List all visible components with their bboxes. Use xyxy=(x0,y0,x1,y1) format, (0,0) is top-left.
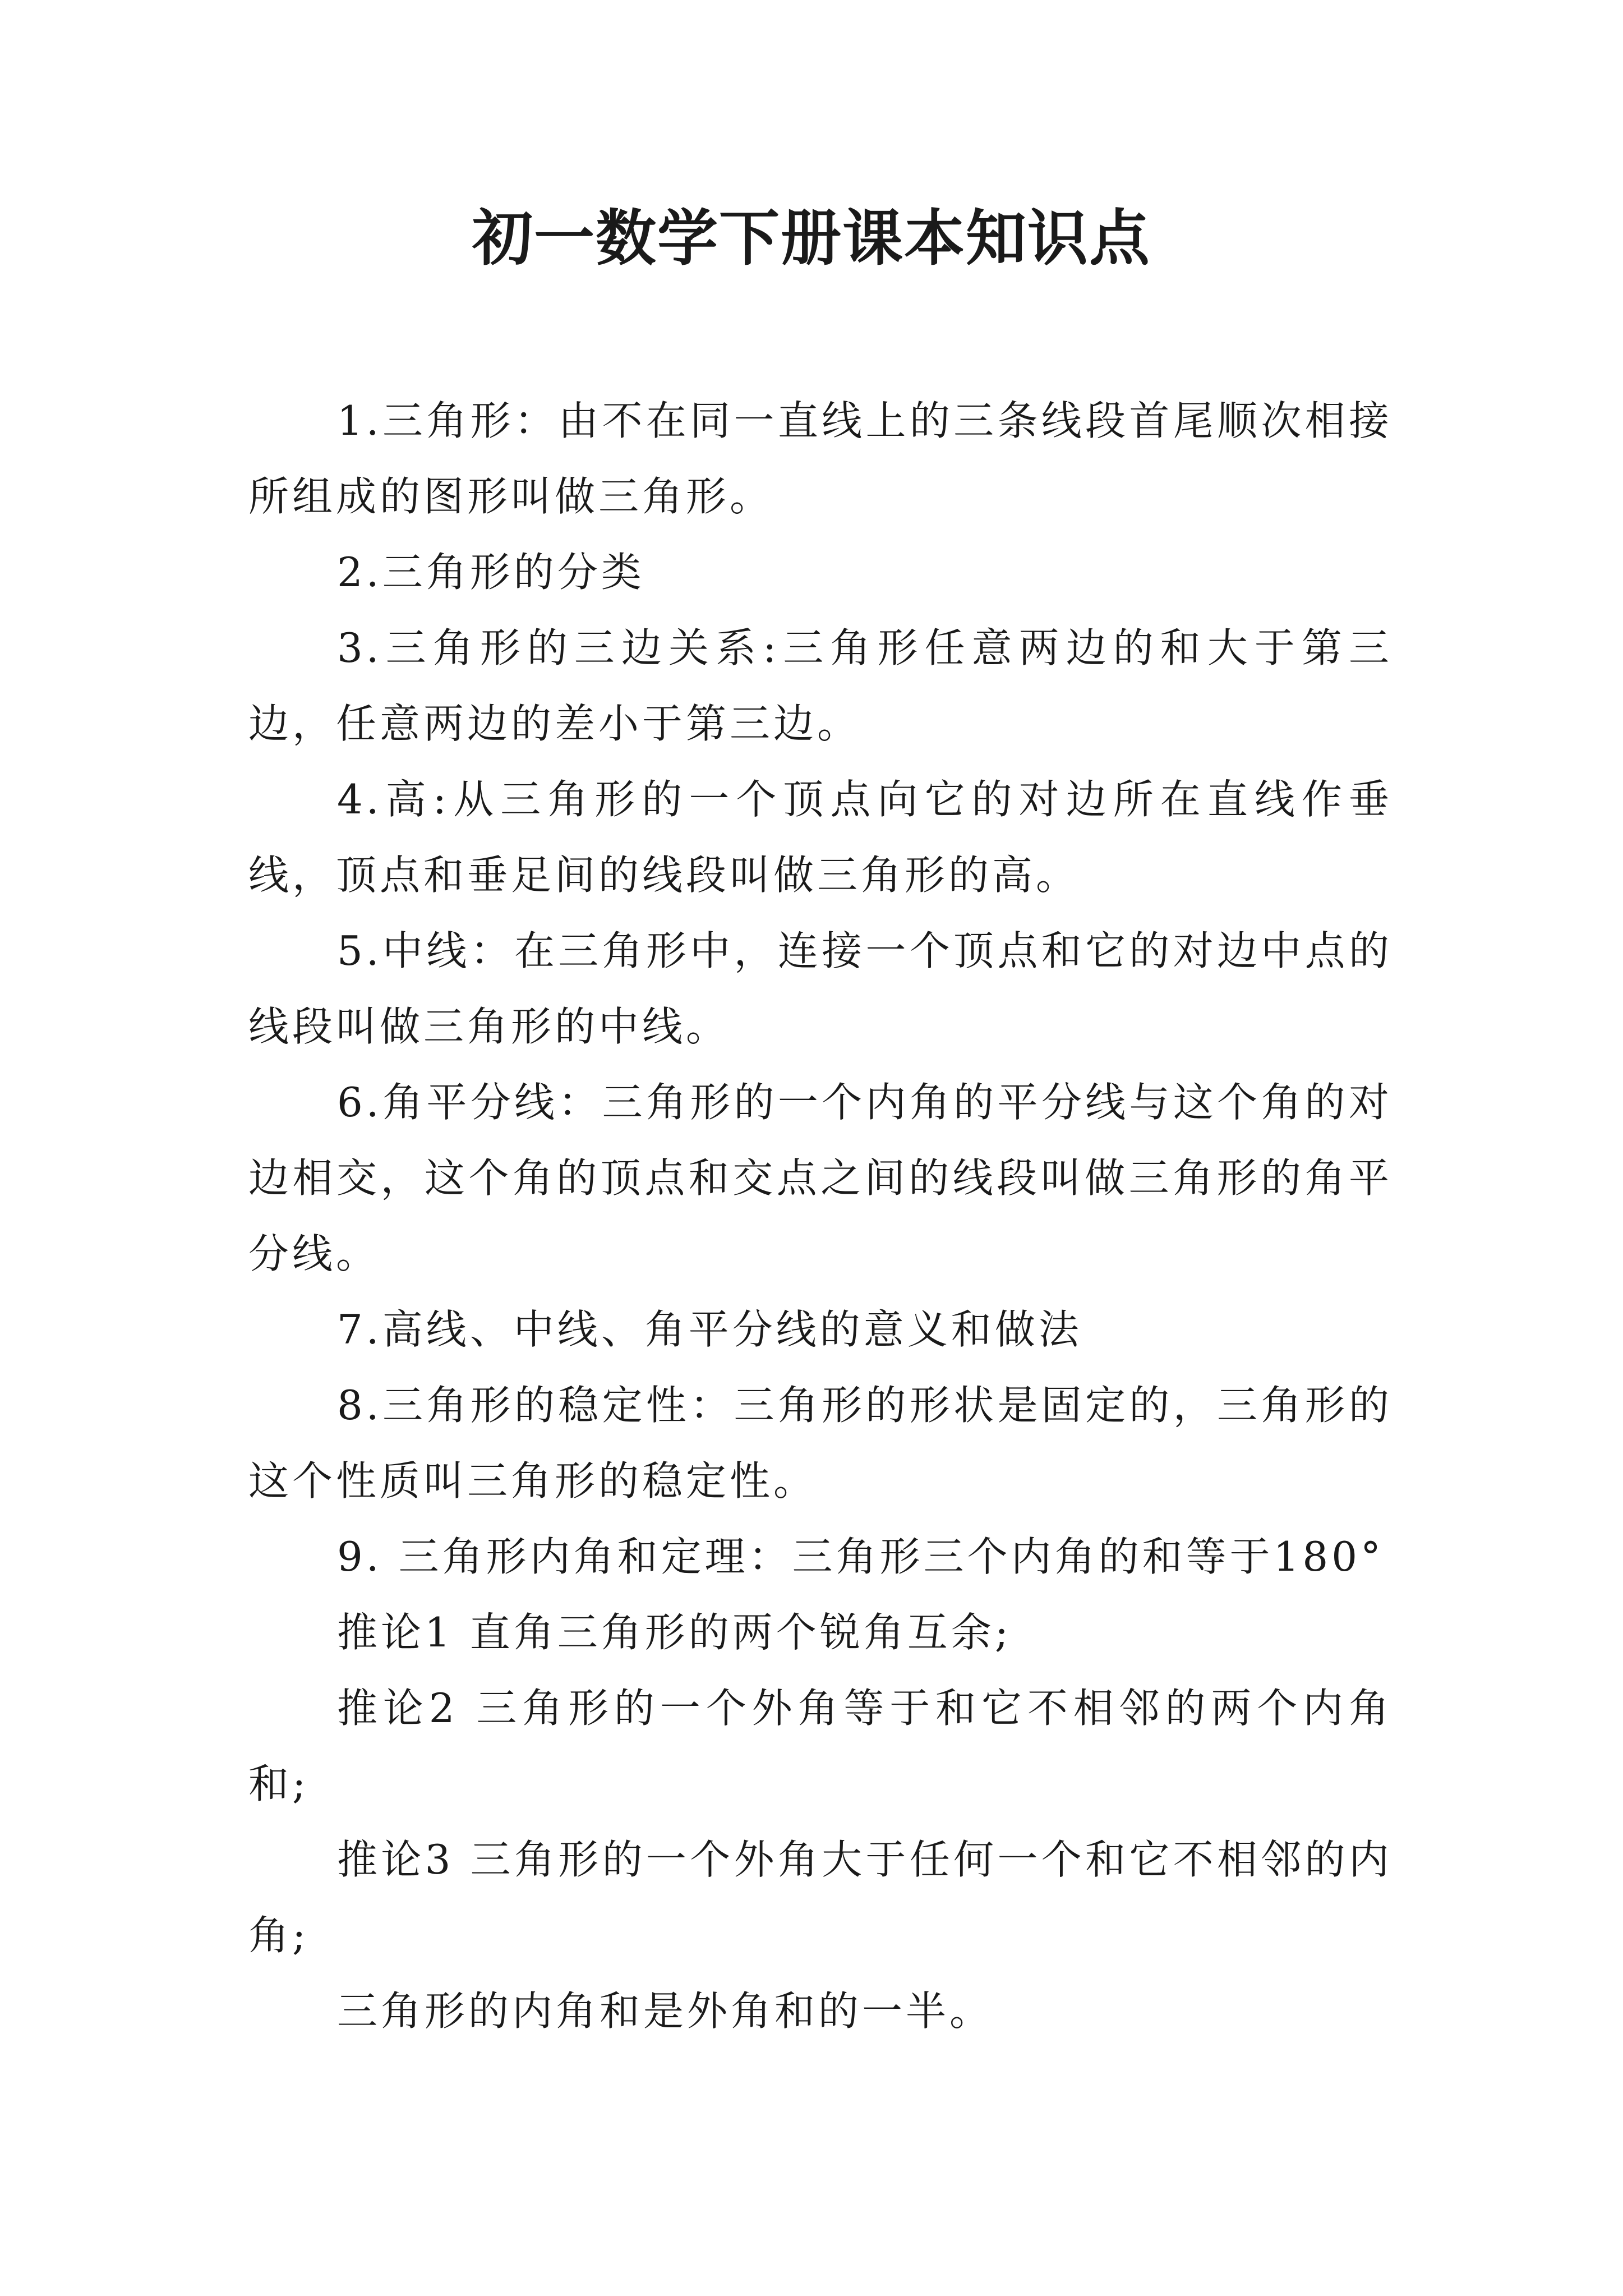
document-title: 初一数学下册课本知识点 xyxy=(472,203,1151,274)
paragraph-5: 5.中线：在三角形中，连接一个顶点和它的对边中点的线段叫做三角形的中线。 xyxy=(248,927,1393,1050)
document-body xyxy=(248,383,1393,2049)
paragraph-6: 6.角平分线：三角形的一个内角的平分线与这个角的对边相交，这个角的顶点和交点之间的线段叫做三角形的角平分线。 xyxy=(248,1079,1393,1277)
paragraph-4: 4.高:从三角形的一个顶点向它的对边所在直线作垂线，顶点和垂足间的线段叫做三角形的高。 xyxy=(248,776,1393,899)
paragraph-12: 推论3 三角形的一个外角大于任何一个和它不相邻的内角; xyxy=(248,1836,1393,1959)
paragraph-2: 2.三角形的分类 xyxy=(337,549,645,596)
paragraph-9: 9. 三角形内角和定理：三角形三个内角的和等于180° xyxy=(337,1533,1385,1580)
paragraph-10: 推论1 直角三角形的两个锐角互余; xyxy=(337,1609,1012,1656)
paragraph-7: 7.高线、中线、角平分线的意义和做法 xyxy=(337,1306,1082,1353)
paragraph-11: 推论2 三角形的一个外角等于和它不相邻的两个内角和; xyxy=(248,1685,1393,1807)
paragraph-3: 3.三角形的三边关系:三角形任意两边的和大于第三边，任意两边的差小于第三边。 xyxy=(248,624,1393,747)
paragraph-13: 三角形的内角和是外角和的一半。 xyxy=(337,1987,994,2035)
paragraph-8: 8.三角形的稳定性：三角形的形状是固定的，三角形的这个性质叫三角形的稳定性。 xyxy=(248,1382,1393,1504)
paragraph-1: 1.三角形：由不在同一直线上的三条线段首尾顺次相接所组成的图形叫做三角形。 xyxy=(248,397,1393,520)
